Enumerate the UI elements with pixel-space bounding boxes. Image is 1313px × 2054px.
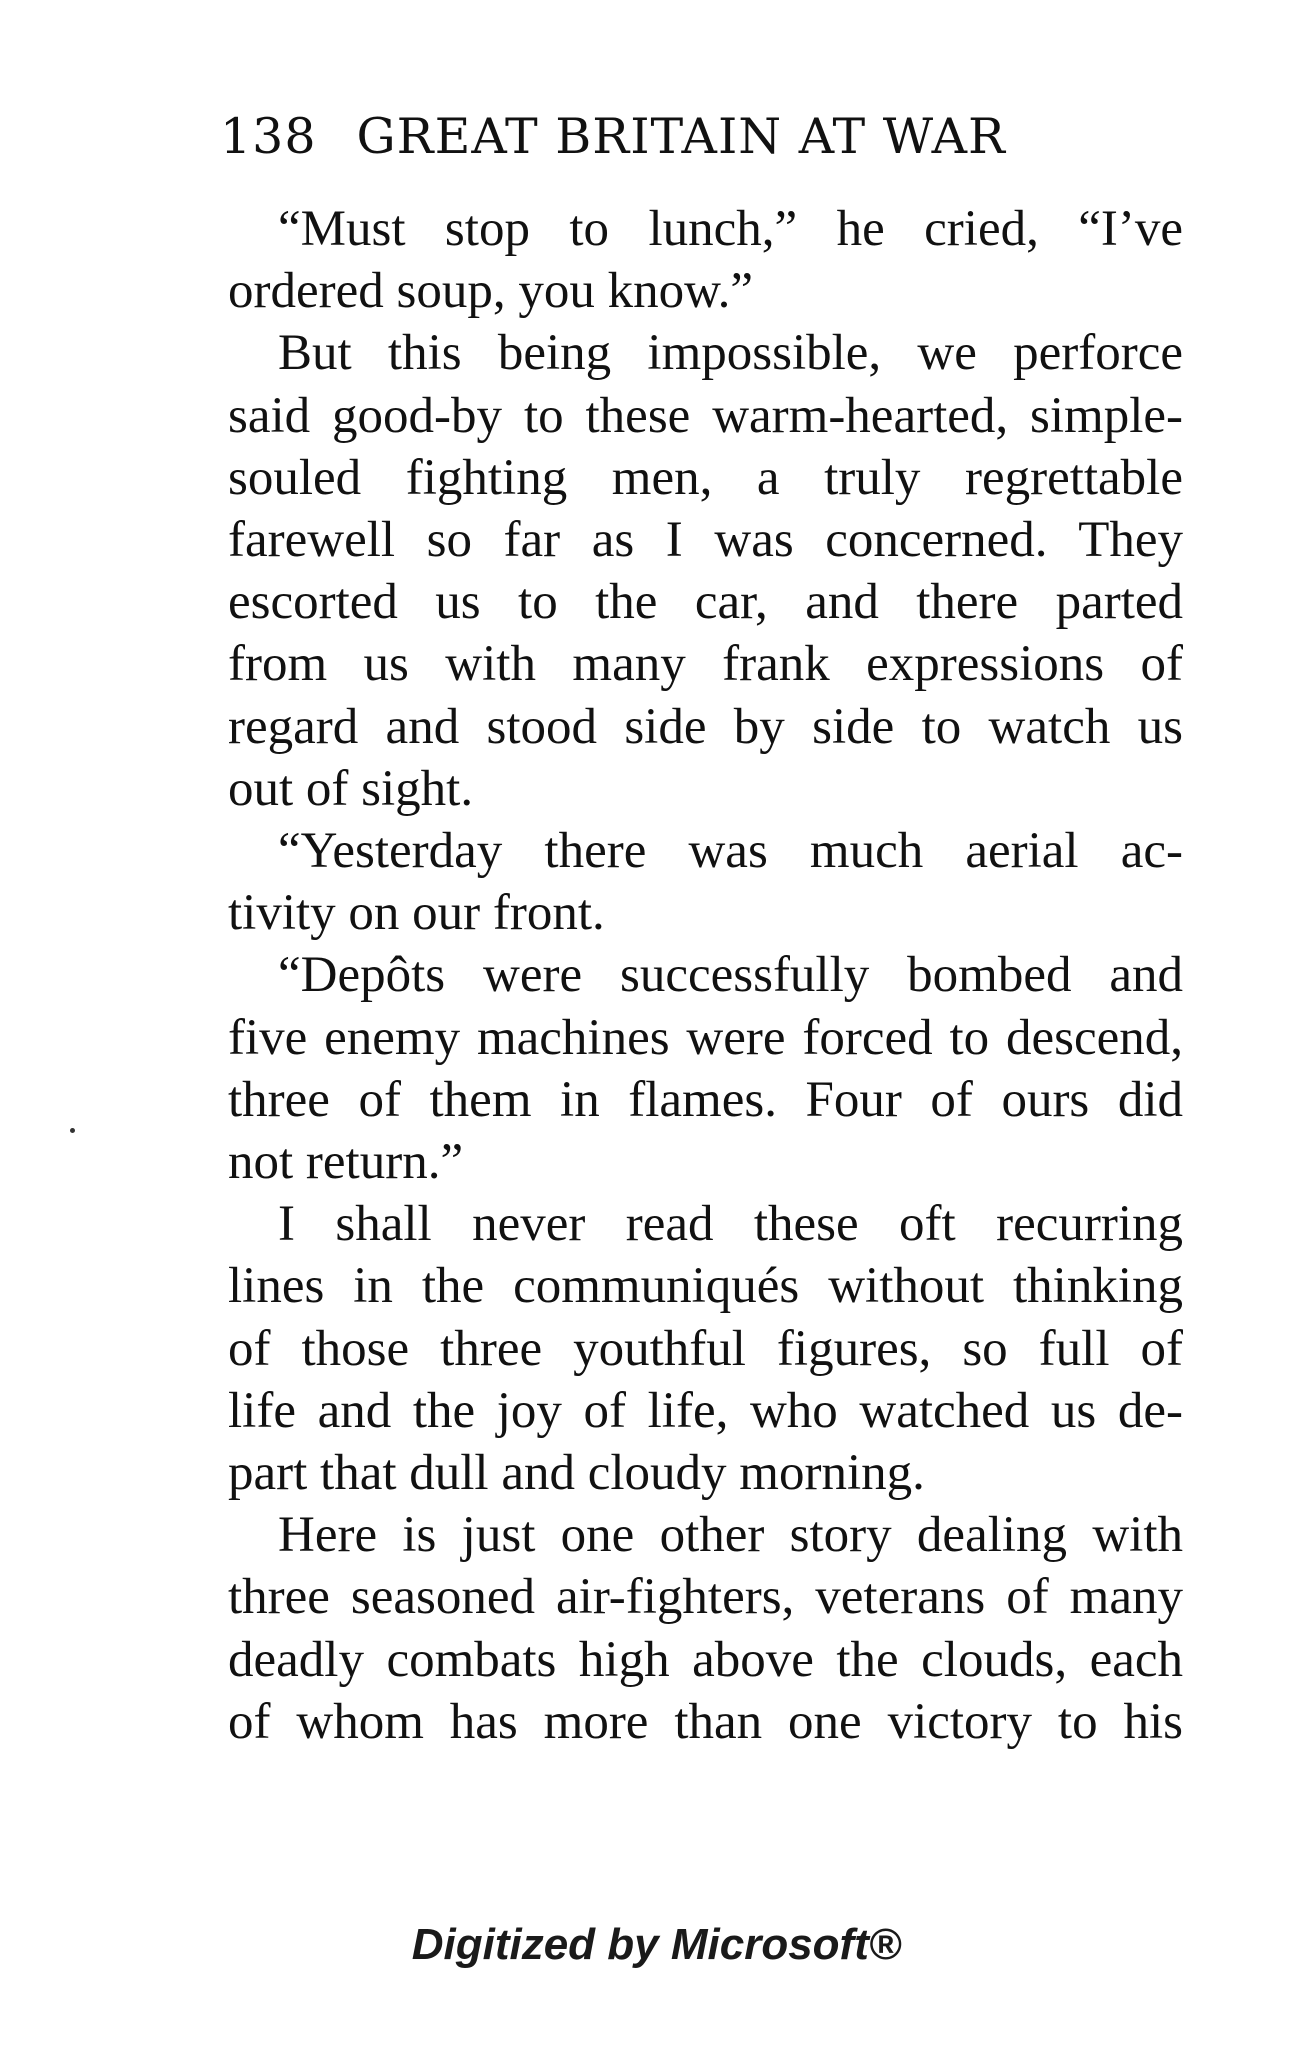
text-line: “Depôts were successfully bombed and (278, 947, 1183, 1004)
paragraph-3 (228, 820, 1183, 944)
text-line: out of sight. (228, 760, 474, 817)
text-line: lines in the communiqués without thinking (228, 1258, 1183, 1315)
text-line: said good-by to these warm-hearted, simple- (228, 387, 1183, 444)
text-line: regard and stood side by side to watch us (228, 698, 1183, 755)
text-line: farewell so far as I was concerned. They (228, 512, 1183, 569)
book-title: GREAT BRITAIN AT WAR (356, 108, 1006, 165)
paragraph-1 (228, 198, 1183, 322)
paragraph-4 (228, 944, 1183, 1193)
scan-speck (70, 1128, 75, 1133)
paragraph-5 (228, 1193, 1183, 1504)
text-line: of those three youthful figures, so full of (228, 1320, 1183, 1377)
text-line: life and the joy of life, who watched us de- (228, 1382, 1183, 1439)
text-line: souled fighting men, a truly regrettable (228, 449, 1183, 506)
text-line: escorted us to the car, and there parted (228, 574, 1183, 631)
text-line: ordered soup, you know.” (228, 263, 753, 320)
text-line: deadly combats high above the clouds, each (228, 1631, 1183, 1688)
text-line: Here is just one other story dealing with (278, 1507, 1183, 1564)
text-line: from us with many frank expressions of (228, 636, 1183, 693)
page-number: 138 (220, 108, 317, 165)
text-line: But this being impossible, we perforce (278, 325, 1183, 382)
text-line: “Yesterday there was much aerial ac- (278, 823, 1183, 880)
text-line: part that dull and cloudy morning. (228, 1445, 925, 1502)
text-line: not return.” (228, 1134, 464, 1191)
paragraph-2 (228, 322, 1183, 820)
text-line: I shall never read these oft recurring (278, 1196, 1183, 1253)
text-line: “Must stop to lunch,” he cried, “I’ve (278, 201, 1183, 257)
paragraph-6 (228, 1504, 1183, 1753)
text-line: of whom has more than one victory to his (228, 1693, 1183, 1750)
text-line: three of them in flames. Four of ours did (228, 1071, 1183, 1128)
digitization-watermark: Digitized by Microsoft® (411, 1920, 902, 1969)
text-line: five enemy machines were forced to descend, (228, 1009, 1183, 1066)
text-line: three seasoned air-fighters, veterans of many (228, 1569, 1183, 1626)
text-line: tivity on our front. (228, 885, 605, 942)
running-head (220, 108, 1180, 165)
body-text (228, 198, 1183, 1753)
